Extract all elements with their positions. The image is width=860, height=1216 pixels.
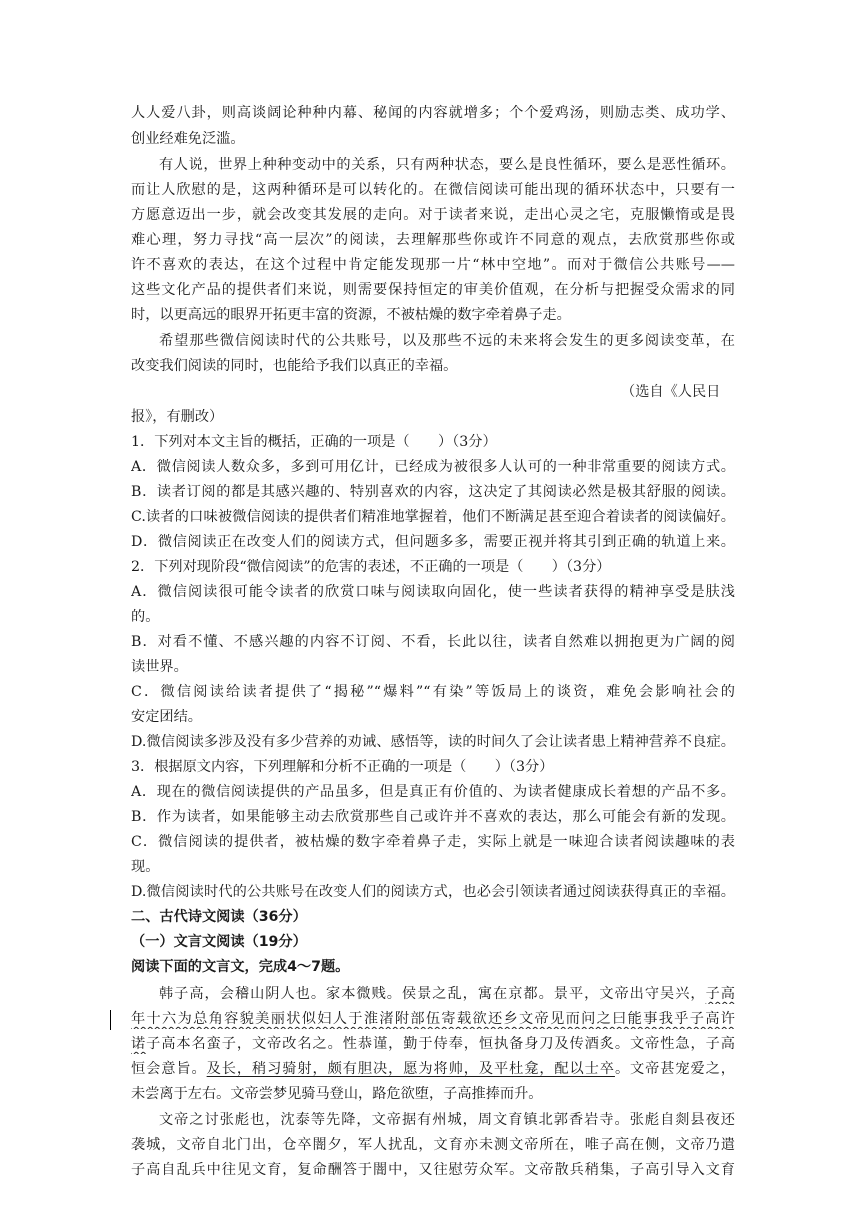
- answer-option: B．读者订阅的都是其感兴趣的、特别喜欢的内容，这决定了其阅读必然是极其舒服的阅读。: [131, 484, 735, 500]
- answer-option: A．微信阅读很可能令读者的欣赏口味与阅读取向固化，使一些读者获得的精神享受是肤浅: [131, 584, 735, 600]
- source-citation: （选自《人民日: [621, 384, 721, 400]
- section-heading: 二、古代诗文阅读（36分）: [131, 909, 307, 925]
- wavy-underlined-text: 子高: [705, 986, 735, 1002]
- answer-option: A．现在的微信阅读提供的产品虽多，但是真正有价值的、为读者健康成长着想的产品不多。: [131, 784, 735, 800]
- reading-instruction: 阅读下面的文言文，完成4～7题。: [131, 959, 350, 975]
- question-stem: 2．下列对现阶段“微信阅读”的危害的表述，不正确的一项是（ ）（3分）: [131, 559, 611, 575]
- answer-option: 安定团结。: [131, 709, 202, 725]
- passage-line: 而让人欣慰的是，这两种循环是可以转化的。在微信阅读可能出现的循环状态中，只要有一: [131, 182, 735, 198]
- question-stem: 3．根据原文内容，下列理解和分析不正确的一项是（ ）（3分）: [131, 759, 554, 775]
- passage-line: 希望那些微信阅读时代的公共账号，以及那些不远的未来将会发生的更多阅读变革，在: [159, 333, 735, 349]
- classical-text-line: 袭城，文帝自北门出，仓卒闇夕，军人扰乱，文育亦未测文帝所在，唯子高在侧，文帝乃遣: [131, 1137, 735, 1153]
- source-citation: 报》，有删改）: [131, 409, 224, 425]
- passage-line: 改变我们阅读的同时，也能给予我们以真正的幸福。: [131, 358, 458, 374]
- answer-option: D.微信阅读时代的公共账号在改变人们的阅读方式，也必会引领读者通过阅读获得真正的幸福。: [131, 884, 735, 900]
- passage-line: 难心理，努力寻找“高一层次”的阅读，去理解那些你或许不同意的观点，去欣赏那些你或: [131, 232, 735, 248]
- classical-text-line: 子高自乱兵中往见文育，复命酬答于闇中，又往慰劳众军。文帝散兵稍集，子高引导入文育: [131, 1162, 735, 1178]
- passage-line: 创业经难免泛滥。: [131, 131, 245, 147]
- subsection-heading: （一）文言文阅读（19分）: [131, 934, 307, 950]
- text-cursor: [110, 1010, 111, 1030]
- underlined-text: 及长，稍习骑射，颇有胆决，愿为将帅，及平杜龛，配以士卒: [206, 1061, 615, 1077]
- classical-text-line: 恒会意旨。及长，稍习骑射，颇有胆决，愿为将帅，及平杜龛，配以士卒。文帝甚宠爱之，: [131, 1061, 735, 1077]
- classical-text-line: 未尝离于左右。文帝尝梦见骑马登山，路危欲堕，子高推捧而升。: [131, 1086, 543, 1102]
- answer-option: 现。: [131, 859, 160, 875]
- passage-line: 有人说，世界上种种变动中的关系，只有两种状态，要么是良性循环，要么是恶性循环。: [159, 157, 735, 173]
- answer-option: D．微信阅读正在改变人们的阅读方式，但问题多多，需要正视并将其引到正确的轨道上来。: [131, 534, 735, 550]
- answer-option: C．微信阅读的提供者，被枯燥的数字牵着鼻子走，实际上就是一味迎合读者阅读趣味的表: [131, 834, 735, 850]
- classical-text-line: 韩子高，会稽山阴人也。家本微贱。侯景之乱，寓在京都。景平，文帝出守吴兴，子高: [159, 986, 735, 1002]
- answer-option: D.微信阅读多涉及没有多少营养的劝诫、感悟等，读的时间久了会让读者患上精神营养不良症。: [131, 734, 735, 750]
- classical-text-line: 文帝之讨张彪也，沈泰等先降，文帝据有州城，周文育镇北郭香岩寺。张彪自剡县夜还: [159, 1112, 735, 1128]
- passage-line: 这些文化产品的提供者们来说，则需要保持恒定的审美价值观，在分析与把握受众需求的同: [131, 282, 735, 298]
- question-stem: 1．下列对本文主旨的概括，正确的一项是（ ）（3分）: [131, 434, 497, 450]
- answer-option: B．对看不懂、不感兴趣的内容不订阅、不看，长此以往，读者自然难以拥抱更为广阔的阅: [131, 634, 735, 650]
- answer-option: 的。: [131, 609, 160, 625]
- passage-line: 时，以更高远的眼界开拓更丰富的资源，不被枯燥的数字牵着鼻子走。: [131, 307, 571, 323]
- answer-option: C．微信阅读给读者提供了“揭秘”“爆料”“有染”等饭局上的谈资，难免会影响社会的: [131, 684, 735, 700]
- classical-text-line: 诺子高本名蛮子，文帝改名之。性恭谨，勤于侍奉，恒执备身刀及传酒炙。文帝性急，子高: [131, 1036, 735, 1052]
- passage-line: 人人爱八卦，则高谈阔论种种内幕、秘闻的内容就增多；个个爱鸡汤，则励志类、成功学、: [131, 105, 735, 121]
- answer-option: C.读者的口味被微信阅读的提供者们精准地掌握着，他们不断满足甚至迎合着读者的阅读偏好。: [131, 509, 735, 525]
- passage-line: 许不喜欢的表达，在这个过程中肯定能发现那一片“林中空地”。而对于微信公共账号——: [131, 257, 735, 273]
- passage-line: 方愿意迈出一步，就会改变其发展的走向。对于读者来说，走出心灵之宅，克服懒惰或是畏: [131, 207, 735, 223]
- wavy-underlined-text: 年十六为总角容貌美丽状似妇人于淮渚附部伍寄载欲还乡文帝见而问之曰能事我乎子高许: [131, 1011, 735, 1027]
- answer-option: A．微信阅读人数众多，多到可用亿计，已经成为被很多人认可的一种非常重要的阅读方式。: [131, 459, 735, 475]
- wavy-underlined-text: 诺: [131, 1036, 147, 1052]
- answer-option: B．作为读者，如果能够主动去欣赏那些自己或许并不喜欢的表达，那么可能会有新的发现。: [131, 809, 735, 825]
- answer-option: 读世界。: [131, 659, 188, 675]
